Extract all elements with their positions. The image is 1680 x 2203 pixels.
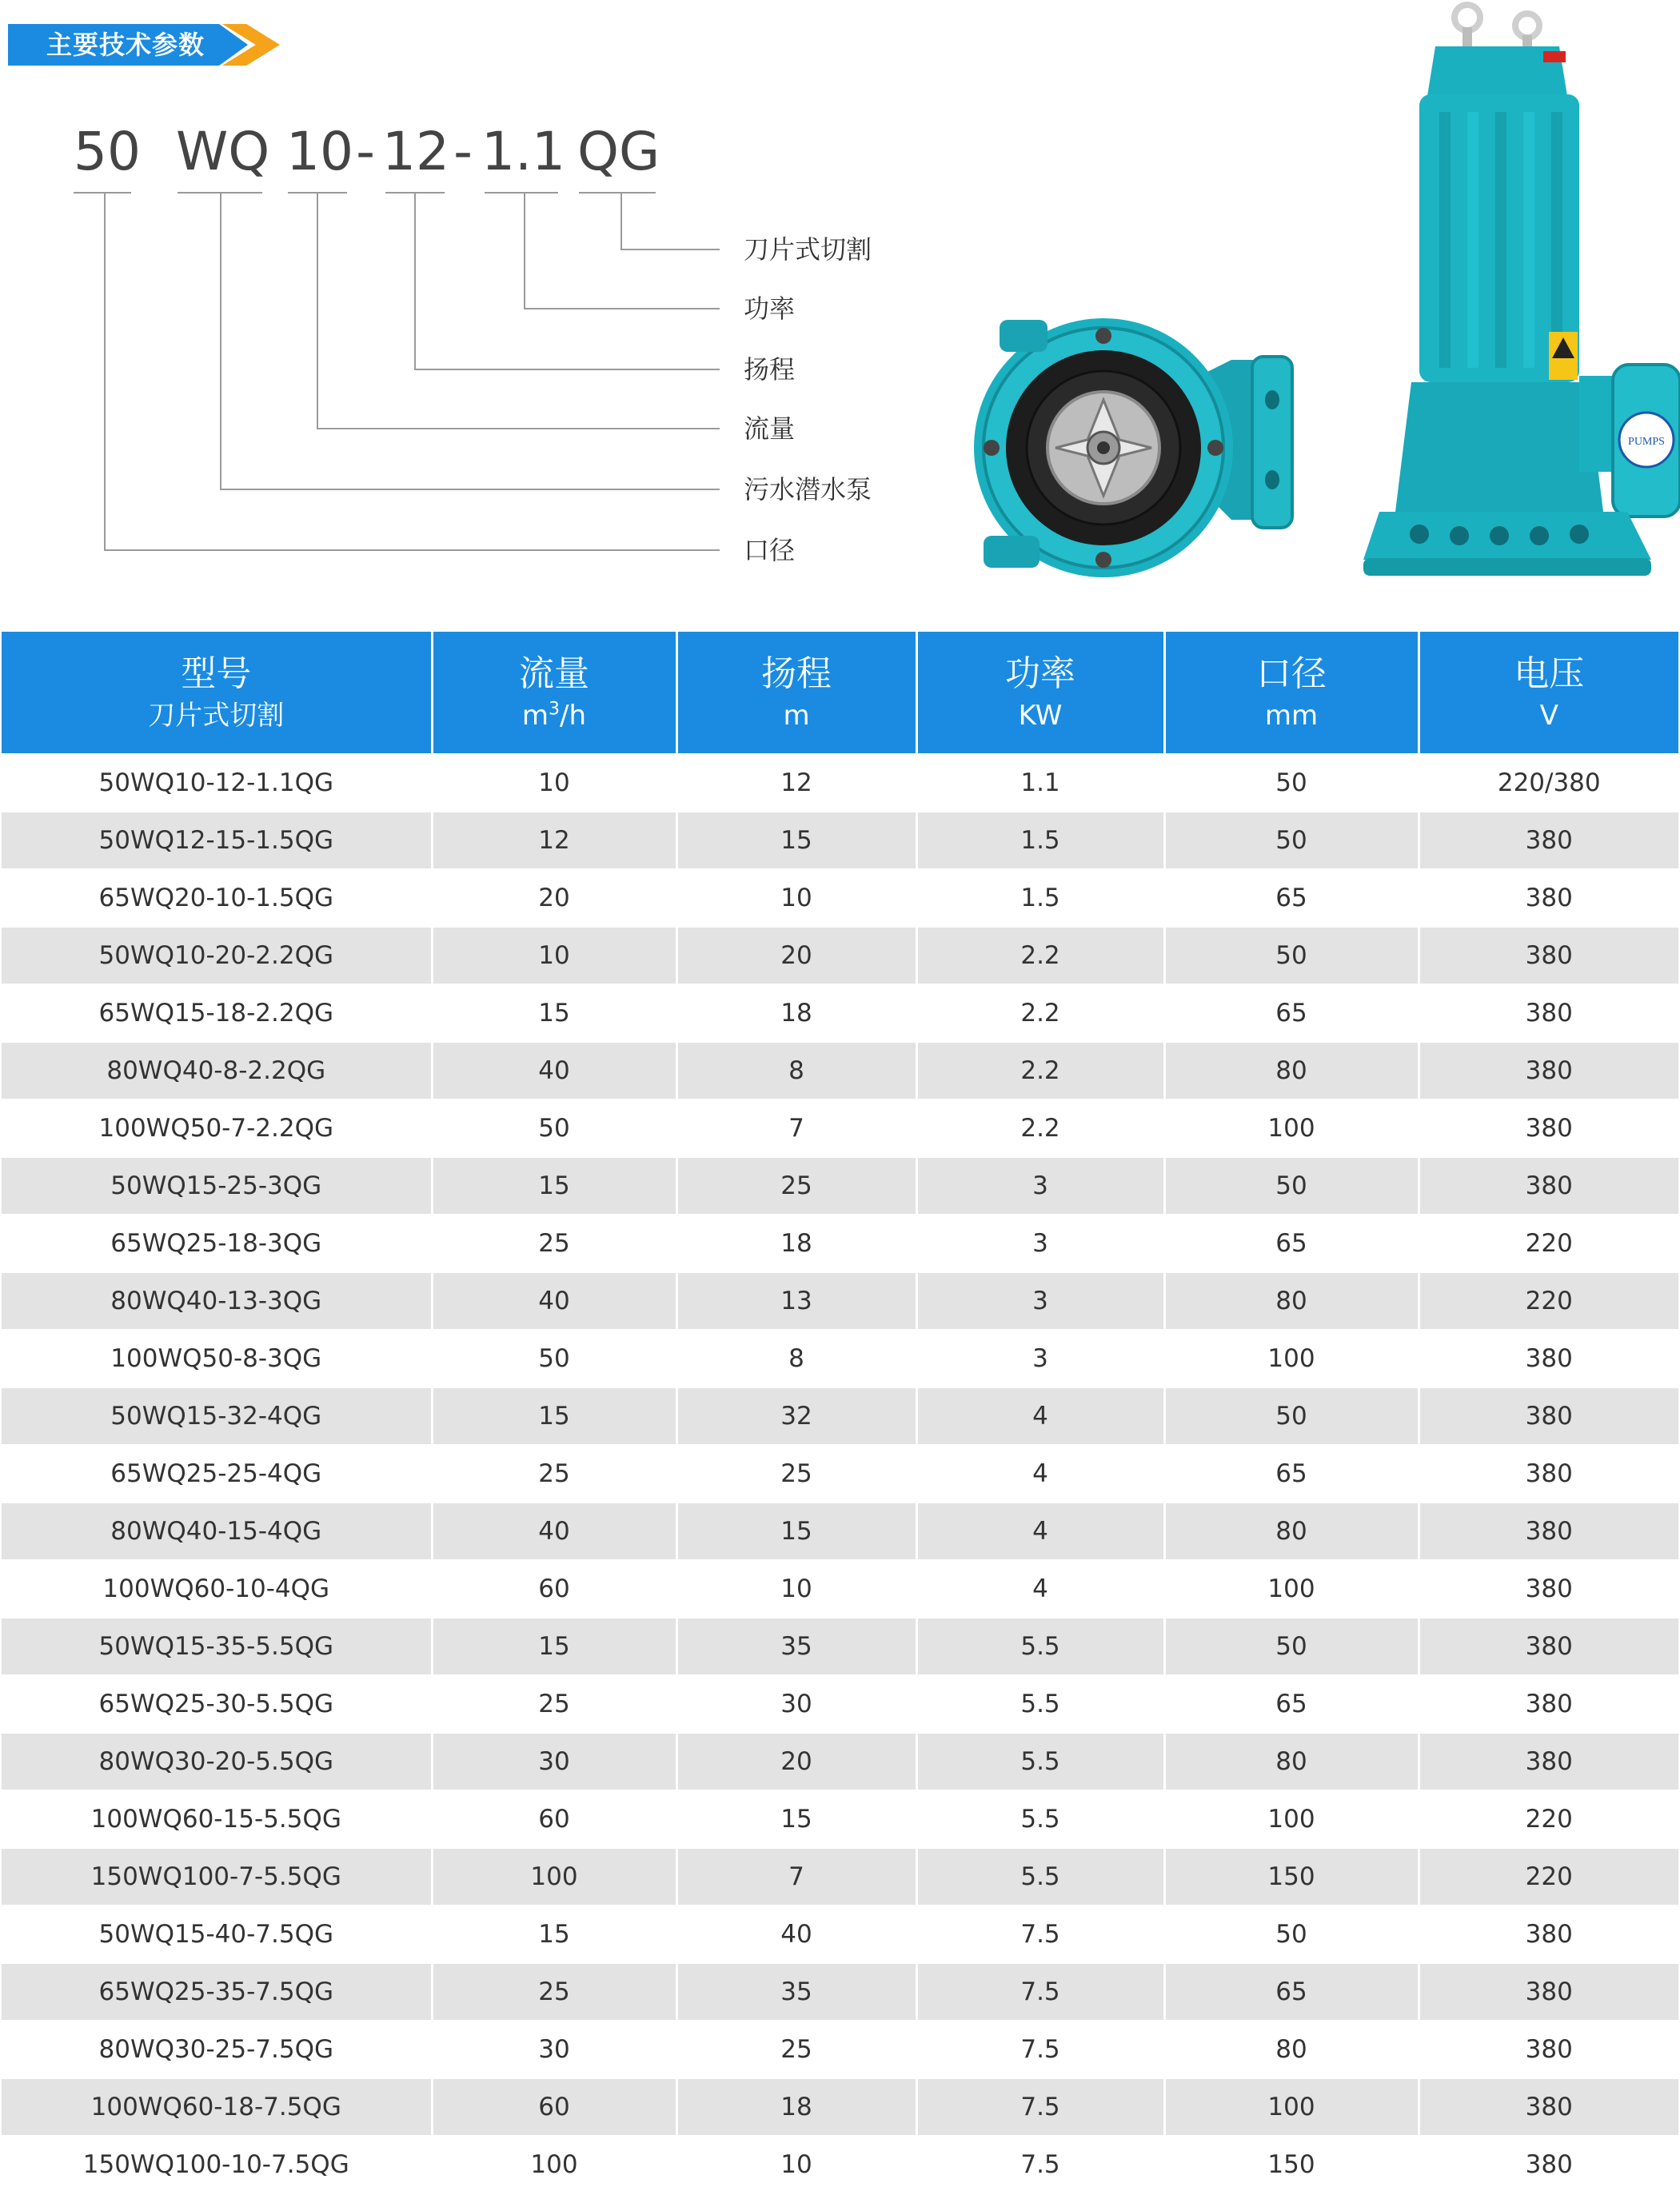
- connector-line: [524, 308, 720, 309]
- cell-head: 13: [676, 1272, 916, 1330]
- cell-head: 8: [676, 1330, 916, 1387]
- table-row: [2, 1100, 1678, 1157]
- cell-head: 35: [676, 1618, 916, 1675]
- col-header-voltage: 电压 V: [1419, 632, 1678, 754]
- cell-head: 7: [676, 1848, 916, 1906]
- pump-side-image: [1363, 0, 1680, 592]
- cell-head: 15: [676, 1503, 916, 1560]
- cell-voltage: 380: [1419, 2136, 1678, 2193]
- code-segment-cutting: QG: [577, 121, 660, 182]
- pump-front-image: [968, 312, 1295, 584]
- table-row: [2, 869, 1678, 927]
- table-row: [2, 1503, 1678, 1560]
- table-row: [2, 1272, 1678, 1330]
- cell-model: 65WQ20-10-1.5QG: [2, 869, 432, 927]
- cell-voltage: 220: [1419, 1215, 1678, 1272]
- cell-power: 2.2: [916, 1042, 1164, 1100]
- cell-caliber: 80: [1164, 1042, 1419, 1100]
- legend-cutting: 刀片式切割: [744, 234, 872, 265]
- cell-voltage: 380: [1419, 2021, 1678, 2078]
- cell-head: 35: [676, 1963, 916, 2021]
- cell-caliber: 80: [1164, 1733, 1419, 1790]
- cell-head: 15: [676, 1790, 916, 1848]
- cell-power: 3: [916, 1272, 1164, 1330]
- cell-model: 65WQ25-30-5.5QG: [2, 1675, 432, 1733]
- cell-model: 50WQ15-35-5.5QG: [2, 1618, 432, 1675]
- table-row: [2, 1560, 1678, 1618]
- cell-caliber: 65: [1164, 1675, 1419, 1733]
- cell-voltage: 380: [1419, 2078, 1678, 2136]
- cell-caliber: 100: [1164, 2078, 1419, 2136]
- cell-power: 5.5: [916, 1733, 1164, 1790]
- section-title: 主要技术参数: [46, 30, 206, 60]
- cell-model: 50WQ15-32-4QG: [2, 1387, 432, 1445]
- cell-voltage: 380: [1419, 1618, 1678, 1675]
- cell-voltage: 380: [1419, 984, 1678, 1042]
- code-separator: -: [453, 121, 473, 182]
- legend-flow: 流量: [744, 413, 796, 444]
- code-segment-flow: 10: [286, 121, 353, 182]
- table-body: [2, 754, 1678, 2193]
- cell-head: 20: [676, 1733, 916, 1790]
- cell-power: 1.1: [916, 754, 1164, 812]
- section-title-tag: [8, 24, 280, 66]
- cell-model: 65WQ15-18-2.2QG: [2, 984, 432, 1042]
- cell-power: 7.5: [916, 2021, 1164, 2078]
- cell-voltage: 380: [1419, 1100, 1678, 1157]
- cell-voltage: 380: [1419, 1906, 1678, 1963]
- cell-caliber: 100: [1164, 1330, 1419, 1387]
- cell-head: 25: [676, 1445, 916, 1503]
- cell-power: 3: [916, 1330, 1164, 1387]
- table-row: [2, 984, 1678, 1042]
- cell-flow: 10: [432, 754, 676, 812]
- table-row: [2, 1618, 1678, 1675]
- cell-voltage: 380: [1419, 1445, 1678, 1503]
- cell-power: 3: [916, 1215, 1164, 1272]
- cell-caliber: 65: [1164, 1445, 1419, 1503]
- cell-flow: 25: [432, 1445, 676, 1503]
- legend-power: 功率: [744, 293, 796, 324]
- cell-voltage: 380: [1419, 1330, 1678, 1387]
- cell-caliber: 50: [1164, 1157, 1419, 1215]
- underline: [74, 192, 131, 194]
- table-row: [2, 1387, 1678, 1445]
- table-header-row: [2, 632, 1678, 754]
- cell-flow: 30: [432, 1733, 676, 1790]
- cell-power: 4: [916, 1560, 1164, 1618]
- cell-voltage: 220/380: [1419, 754, 1678, 812]
- cell-power: 7.5: [916, 2136, 1164, 2193]
- table-row: [2, 1790, 1678, 1848]
- cell-model: 65WQ25-18-3QG: [2, 1215, 432, 1272]
- legend-caliber: 口径: [744, 535, 796, 565]
- cell-power: 4: [916, 1503, 1164, 1560]
- cell-flow: 100: [432, 2136, 676, 2193]
- connector-line: [524, 192, 525, 309]
- table-row: [2, 812, 1678, 869]
- cell-caliber: 100: [1164, 1560, 1419, 1618]
- cell-flow: 50: [432, 1100, 676, 1157]
- code-segment-head: 12: [382, 121, 449, 182]
- code-segment-power: 1.1: [481, 121, 565, 182]
- cell-voltage: 220: [1419, 1848, 1678, 1906]
- cell-head: 25: [676, 1157, 916, 1215]
- cell-caliber: 65: [1164, 1963, 1419, 2021]
- cell-head: 10: [676, 1560, 916, 1618]
- cell-model: 100WQ50-8-3QG: [2, 1330, 432, 1387]
- cell-flow: 50: [432, 1330, 676, 1387]
- cell-flow: 40: [432, 1272, 676, 1330]
- cell-head: 7: [676, 1100, 916, 1157]
- cell-caliber: 50: [1164, 1906, 1419, 1963]
- cell-voltage: 220: [1419, 1272, 1678, 1330]
- cell-voltage: 380: [1419, 1963, 1678, 2021]
- cell-caliber: 50: [1164, 927, 1419, 984]
- cell-head: 18: [676, 1215, 916, 1272]
- svg-text:PUMPS: PUMPS: [1628, 436, 1665, 448]
- cell-flow: 25: [432, 1675, 676, 1733]
- cell-caliber: 80: [1164, 1272, 1419, 1330]
- cell-flow: 15: [432, 1906, 676, 1963]
- cell-power: 5.5: [916, 1618, 1164, 1675]
- cell-flow: 30: [432, 2021, 676, 2078]
- cell-voltage: 380: [1419, 1560, 1678, 1618]
- col-header-power: 功率 KW: [916, 632, 1164, 754]
- table-row: [2, 2021, 1678, 2078]
- connector-line: [317, 428, 720, 429]
- cell-model: 50WQ15-25-3QG: [2, 1157, 432, 1215]
- cell-power: 7.5: [916, 1906, 1164, 1963]
- cell-power: 1.5: [916, 812, 1164, 869]
- cell-flow: 15: [432, 984, 676, 1042]
- cell-caliber: 100: [1164, 1100, 1419, 1157]
- cell-model: 100WQ60-15-5.5QG: [2, 1790, 432, 1848]
- cell-flow: 15: [432, 1387, 676, 1445]
- cell-caliber: 150: [1164, 2136, 1419, 2193]
- cell-power: 5.5: [916, 1675, 1164, 1733]
- cell-flow: 40: [432, 1042, 676, 1100]
- cell-flow: 25: [432, 1215, 676, 1272]
- cell-flow: 15: [432, 1618, 676, 1675]
- cell-model: 50WQ10-20-2.2QG: [2, 927, 432, 984]
- connector-line: [621, 192, 622, 249]
- cell-caliber: 50: [1164, 1387, 1419, 1445]
- cell-head: 25: [676, 2021, 916, 2078]
- connector-line: [220, 489, 720, 490]
- cell-flow: 60: [432, 2078, 676, 2136]
- connector-line: [104, 549, 720, 551]
- cell-voltage: 380: [1419, 1157, 1678, 1215]
- cell-flow: 40: [432, 1503, 676, 1560]
- table-row: [2, 2078, 1678, 2136]
- cell-model: 80WQ40-13-3QG: [2, 1272, 432, 1330]
- cell-power: 3: [916, 1157, 1164, 1215]
- connector-line: [414, 369, 720, 370]
- cell-model: 100WQ60-18-7.5QG: [2, 2078, 432, 2136]
- cell-caliber: 80: [1164, 2021, 1419, 2078]
- cell-head: 15: [676, 812, 916, 869]
- cell-model: 100WQ50-7-2.2QG: [2, 1100, 432, 1157]
- cell-flow: 15: [432, 1157, 676, 1215]
- cell-power: 4: [916, 1387, 1164, 1445]
- cell-voltage: 380: [1419, 1042, 1678, 1100]
- cell-flow: 25: [432, 1963, 676, 2021]
- cell-power: 2.2: [916, 1100, 1164, 1157]
- cell-model: 150WQ100-10-7.5QG: [2, 2136, 432, 2193]
- cell-voltage: 380: [1419, 869, 1678, 927]
- table-row: [2, 1157, 1678, 1215]
- cell-voltage: 380: [1419, 1733, 1678, 1790]
- cell-model: 80WQ30-20-5.5QG: [2, 1733, 432, 1790]
- connector-line: [621, 249, 720, 250]
- connector-line: [104, 192, 106, 550]
- cell-caliber: 100: [1164, 1790, 1419, 1848]
- cell-flow: 60: [432, 1790, 676, 1848]
- underline: [485, 192, 558, 194]
- cell-head: 18: [676, 2078, 916, 2136]
- cell-power: 4: [916, 1445, 1164, 1503]
- cell-head: 20: [676, 927, 916, 984]
- table-row: [2, 1963, 1678, 2021]
- cell-model: 50WQ10-12-1.1QG: [2, 754, 432, 812]
- cell-model: 100WQ60-10-4QG: [2, 1560, 432, 1618]
- legend-pump-type: 污水潜水泵: [744, 474, 872, 505]
- cell-flow: 10: [432, 927, 676, 984]
- cell-head: 8: [676, 1042, 916, 1100]
- cell-head: 32: [676, 1387, 916, 1445]
- cell-model: 80WQ30-25-7.5QG: [2, 2021, 432, 2078]
- cell-caliber: 65: [1164, 869, 1419, 927]
- cell-power: 2.2: [916, 927, 1164, 984]
- connector-line: [220, 192, 221, 489]
- col-header-model: 型号 刀片式切割: [2, 632, 432, 754]
- table-row: [2, 1215, 1678, 1272]
- cell-caliber: 50: [1164, 1618, 1419, 1675]
- cell-caliber: 80: [1164, 1503, 1419, 1560]
- table-row: [2, 1445, 1678, 1503]
- underline: [579, 192, 656, 194]
- cell-caliber: 150: [1164, 1848, 1419, 1906]
- table-row: [2, 1042, 1678, 1100]
- cell-model: 80WQ40-8-2.2QG: [2, 1042, 432, 1100]
- cell-head: 40: [676, 1906, 916, 1963]
- col-header-flow: 流量 $m^3/h$: [432, 632, 676, 754]
- cell-power: 1.5: [916, 869, 1164, 927]
- cell-caliber: 50: [1164, 754, 1419, 812]
- cell-power: 5.5: [916, 1790, 1164, 1848]
- cell-model: 150WQ100-7-5.5QG: [2, 1848, 432, 1906]
- cell-head: 10: [676, 869, 916, 927]
- table-row: [2, 2136, 1678, 2193]
- cell-head: 30: [676, 1675, 916, 1733]
- cell-voltage: 380: [1419, 1675, 1678, 1733]
- cell-voltage: 380: [1419, 1387, 1678, 1445]
- cell-flow: 60: [432, 1560, 676, 1618]
- table-row: [2, 754, 1678, 812]
- cell-power: 5.5: [916, 1848, 1164, 1906]
- cell-flow: 20: [432, 869, 676, 927]
- code-separator: -: [356, 121, 375, 182]
- cell-power: 2.2: [916, 984, 1164, 1042]
- cell-head: 10: [676, 2136, 916, 2193]
- cell-voltage: 380: [1419, 1503, 1678, 1560]
- table-row: [2, 1733, 1678, 1790]
- table-row: [2, 927, 1678, 984]
- cell-voltage: 380: [1419, 927, 1678, 984]
- cell-flow: 12: [432, 812, 676, 869]
- code-segment-type: WQ: [176, 121, 270, 182]
- cell-caliber: 65: [1164, 984, 1419, 1042]
- legend-head: 扬程: [744, 354, 796, 385]
- col-header-caliber: 口径 mm: [1164, 632, 1419, 754]
- table-row: [2, 1330, 1678, 1387]
- col-header-head: 扬程 m: [676, 632, 916, 754]
- cell-model: 80WQ40-15-4QG: [2, 1503, 432, 1560]
- connector-line: [317, 192, 318, 429]
- cell-head: 12: [676, 754, 916, 812]
- cell-voltage: 220: [1419, 1790, 1678, 1848]
- cell-power: 7.5: [916, 2078, 1164, 2136]
- table-row: [2, 1675, 1678, 1733]
- cell-caliber: 65: [1164, 1215, 1419, 1272]
- cell-power: 7.5: [916, 1963, 1164, 2021]
- cell-model: 50WQ15-40-7.5QG: [2, 1906, 432, 1963]
- spec-table: [2, 632, 1678, 2194]
- cell-model: 50WQ12-15-1.5QG: [2, 812, 432, 869]
- cell-head: 18: [676, 984, 916, 1042]
- cell-voltage: 380: [1419, 812, 1678, 869]
- table-row: [2, 1906, 1678, 1963]
- cell-model: 65WQ25-25-4QG: [2, 1445, 432, 1503]
- code-segment-caliber: 50: [74, 121, 141, 182]
- cell-caliber: 50: [1164, 812, 1419, 869]
- cell-model: 65WQ25-35-7.5QG: [2, 1963, 432, 2021]
- connector-line: [414, 192, 416, 369]
- table-row: [2, 1848, 1678, 1906]
- cell-flow: 100: [432, 1848, 676, 1906]
